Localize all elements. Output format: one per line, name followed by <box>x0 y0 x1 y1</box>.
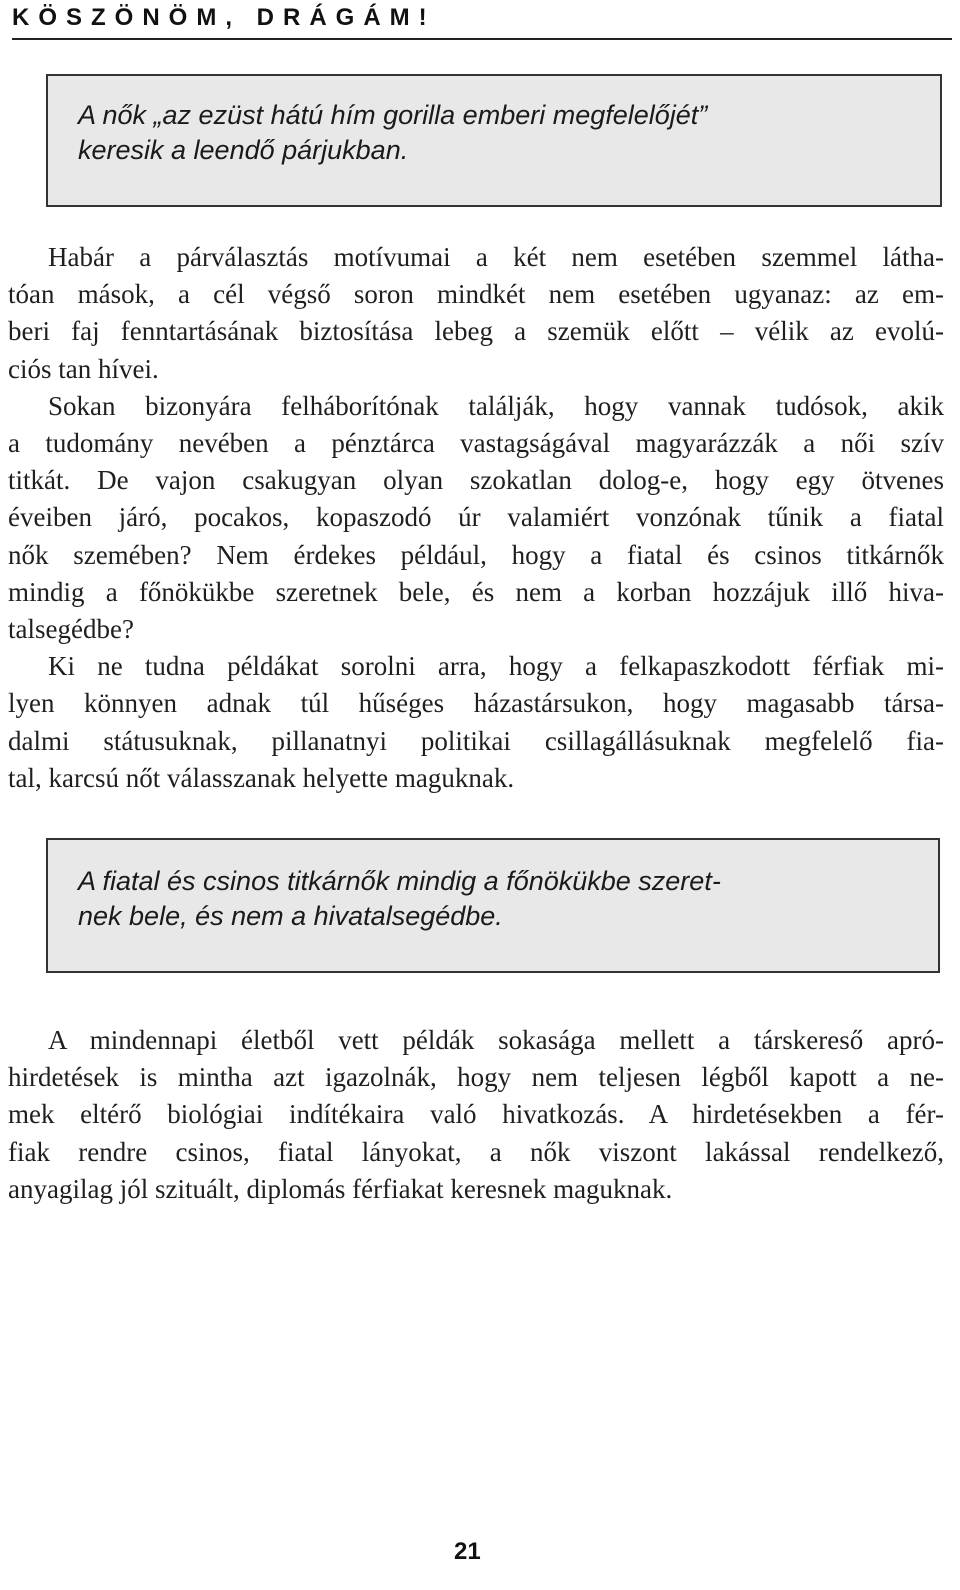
paragraph-line: beri faj fenntartásának biztosítása lebeg a szemük előtt – vélik az evolú- <box>8 316 944 347</box>
paragraph-line: a tudomány nevében a pénztárca vastagságával magyarázzák a női szív <box>8 428 944 459</box>
pullquote-line: A fiatal és csinos titkárnők mindig a főnökükbe szeret- <box>78 866 721 896</box>
paragraph-line: tal, karcsú nőt válasszanak helyette maguknak. <box>8 762 515 793</box>
pullquote-line: nek bele, és nem a hivatalsegédbe. <box>78 901 503 931</box>
paragraph-line: éveiben járó, pocakos, kopaszodó úr valamiért vonzónak tűnik a fiatal <box>8 502 944 533</box>
paragraph-line: mindig a főnökükbe szeretnek bele, és nem a korban hozzájuk illő hiva- <box>8 576 944 607</box>
pullquote-box <box>46 74 942 207</box>
paragraph-line: Sokan bizonyára felháborítónak találják, hogy vannak tudósok, akik <box>48 390 944 421</box>
body-text-section <box>8 239 944 797</box>
pullquote-line: keresik a leendő párjukban. <box>78 135 409 165</box>
paragraph-line: fiak rendre csinos, fiatal lányokat, a nők viszont lakással rendelkező, <box>8 1136 944 1167</box>
body-text-section <box>8 1022 944 1208</box>
paragraph-line: nők szemében? Nem érdekes például, hogy a fiatal és csinos titkárnők <box>8 539 944 570</box>
paragraph-line: Ki ne tudna példákat sorolni arra, hogy a felkapaszkodott férfiak mi- <box>48 651 944 682</box>
paragraph-line: A mindennapi életből vett példák sokasága mellett a társkereső apró- <box>48 1025 944 1055</box>
paragraph-line: tóan mások, a cél végső soron mindkét nem esetében ugyanaz: az em- <box>8 279 944 310</box>
paragraph-line: mek eltérő biológiai indítékaira való hivatkozás. A hirdetésekben a fér- <box>8 1099 944 1130</box>
page-number: 21 <box>454 1538 481 1565</box>
paragraph-line: Habár a párválasztás motívumai a két nem esetében szemmel látha- <box>48 242 944 272</box>
pullquote-line: A nők „az ezüst hátú hím gorilla emberi megfelelőjét” <box>78 100 708 130</box>
running-header <box>12 2 952 40</box>
paragraph-line: anyagilag jól szituált, diplomás férfiakat keresnek maguknak. <box>8 1173 673 1204</box>
running-header-title: KÖSZÖNÖM, DRÁGÁM! <box>12 4 436 31</box>
paragraph-line: titkát. De vajon csakugyan olyan szokatlan dolog-e, hogy egy ötvenes <box>8 465 944 496</box>
paragraph-line: hirdetések is mintha azt igazolnák, hogy nem teljesen légből kapott a ne- <box>8 1062 944 1093</box>
paragraph-line: ciós tan hívei. <box>8 353 159 384</box>
paragraph-line: dalmi státusuknak, pillanatnyi politikai csillagállásuknak megfelelő fia- <box>8 725 944 756</box>
pullquote-box <box>46 838 940 973</box>
paragraph-line: lyen könnyen adnak túl hűséges házastársukon, hogy magasabb társa- <box>8 688 944 719</box>
paragraph-line: talsegédbe? <box>8 614 134 645</box>
